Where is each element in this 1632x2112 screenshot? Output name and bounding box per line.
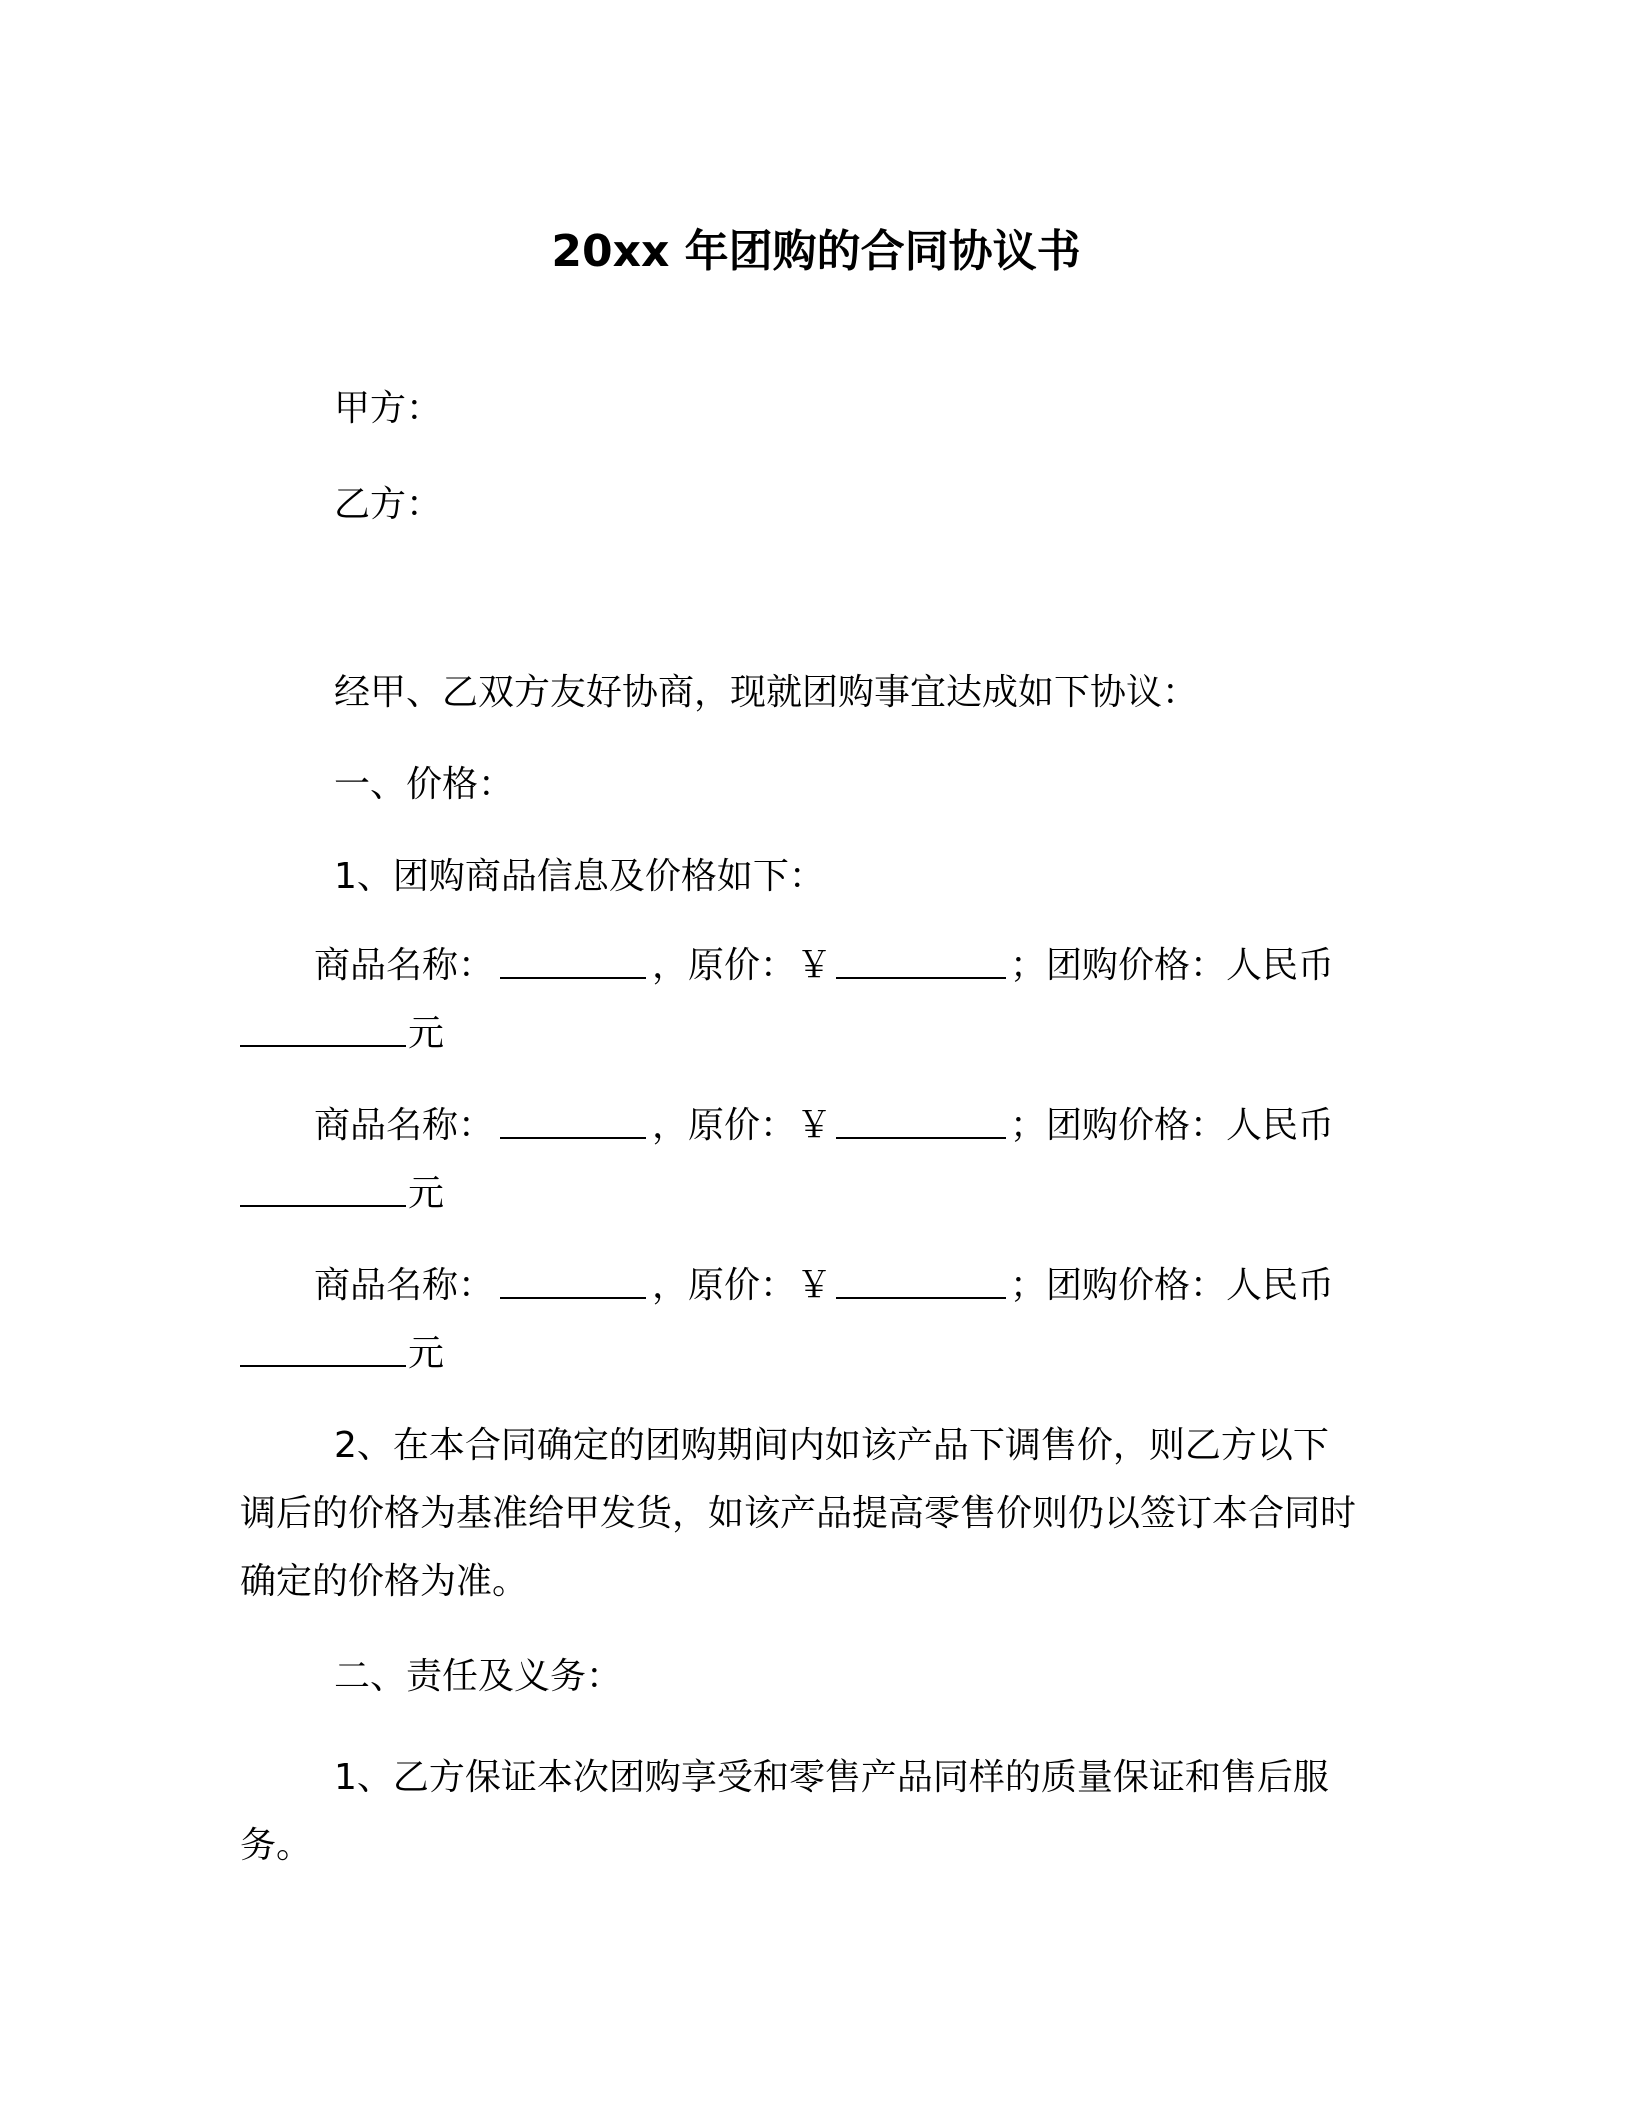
group-price-label: ；团购价格：人民币 — [1010, 1105, 1335, 1146]
party-b-label: 乙方： — [334, 484, 443, 525]
product-row — [240, 932, 1360, 1068]
section-1-heading: 一、价格： — [334, 764, 515, 805]
group-price-blank — [240, 1171, 406, 1207]
unit-label: 元 — [408, 1333, 445, 1374]
original-price-label: ，原价：￥ — [652, 1105, 833, 1146]
clause-1-1: 1、团购商品信息及价格如下： — [334, 856, 825, 897]
original-price-blank — [836, 1263, 1006, 1299]
unit-label: 元 — [408, 1013, 445, 1054]
original-price-label: ，原价：￥ — [652, 1265, 833, 1306]
party-a-label: 甲方： — [334, 388, 443, 429]
product-name-blank — [500, 1103, 646, 1139]
unit-label: 元 — [408, 1173, 445, 1214]
clause-2-1: 1、乙方保证本次团购享受和零售产品同样的质量保证和售后服务。 — [240, 1757, 1329, 1866]
group-price-label: ；团购价格：人民币 — [1010, 1265, 1335, 1306]
product-row — [240, 1092, 1360, 1228]
document-title: 20xx 年团购的合同协议书 — [551, 226, 1081, 277]
product-name-blank — [500, 1263, 646, 1299]
product-name-label: 商品名称： — [314, 1265, 495, 1306]
product-name-blank — [500, 943, 646, 979]
product-name-label: 商品名称： — [314, 1105, 495, 1146]
original-price-blank — [836, 1103, 1006, 1139]
intro-paragraph: 经甲、乙双方友好协商，现就团购事宜达成如下协议： — [334, 672, 1199, 713]
clause-1-2: 2、在本合同确定的团购期间内如该产品下调售价，则乙方以下调后的价格为基准给甲发货，如该产品提高零售价则仍以签订本合同时确定的价格为准。 — [240, 1425, 1357, 1602]
group-price-label: ；团购价格：人民币 — [1010, 945, 1335, 986]
original-price-blank — [836, 943, 1006, 979]
group-price-blank — [240, 1011, 406, 1047]
product-row — [240, 1252, 1360, 1388]
section-2-heading: 二、责任及义务： — [334, 1656, 623, 1697]
product-name-label: 商品名称： — [314, 945, 495, 986]
original-price-label: ，原价：￥ — [652, 945, 833, 986]
group-price-blank — [240, 1331, 406, 1367]
